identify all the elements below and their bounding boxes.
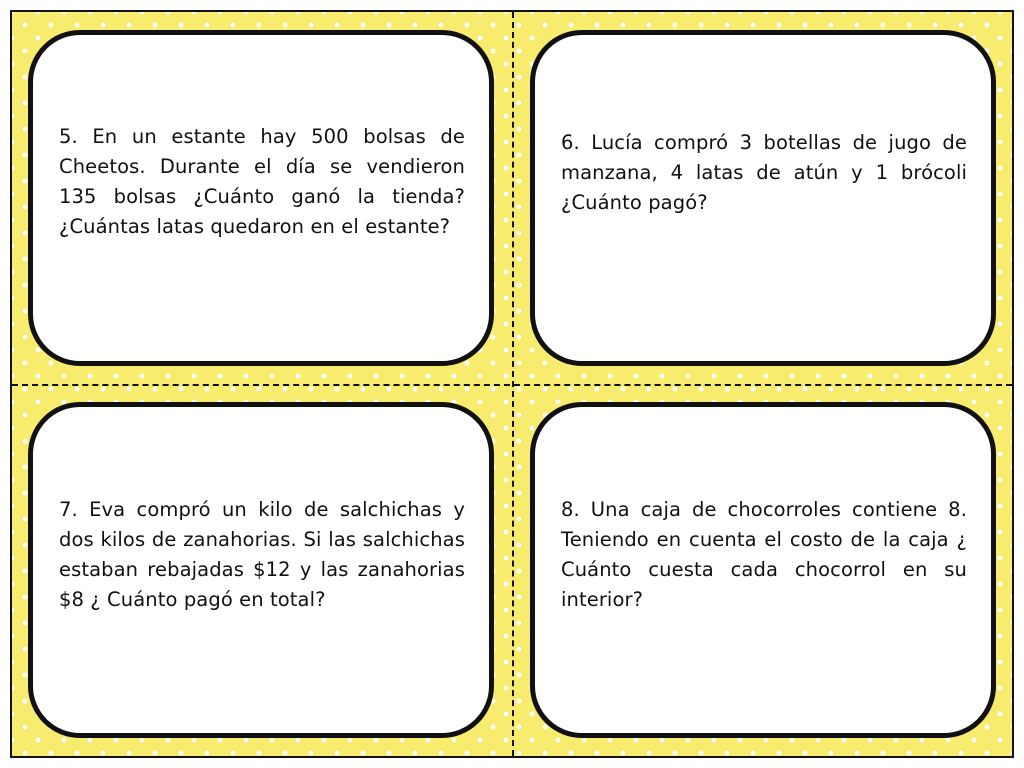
task-card-5-text: 5. En un estante hay 500 bolsas de Cheetos. Durante el día se vendieron 135 bolsas ¿Cuánto ganó la tienda? ¿Cuántas latas quedaron en el estante? <box>59 125 465 238</box>
task-card-7-text: 7. Eva compró un kilo de salchichas y dos kilos de zanahorias. Si las salchichas estaban rebajadas $12 y las zanahorias $8 ¿ Cuánto pagó en total? <box>59 498 465 611</box>
task-card-6-text: 6. Lucía compró 3 botellas de jugo de manzana, 4 latas de atún y 1 brócoli ¿Cuánto pagó? <box>561 131 967 214</box>
horizontal-cut-line <box>12 384 1012 386</box>
task-card-sheet <box>10 10 1014 758</box>
task-card-5 <box>28 30 494 366</box>
task-card-8 <box>530 402 996 738</box>
task-card-7 <box>28 402 494 738</box>
task-card-8-text: 8. Una caja de chocorroles contiene 8. Teniendo en cuenta el costo de la caja ¿ Cuánto cuesta cada chocorrol en su interior? <box>561 498 967 611</box>
task-card-6 <box>530 30 996 366</box>
